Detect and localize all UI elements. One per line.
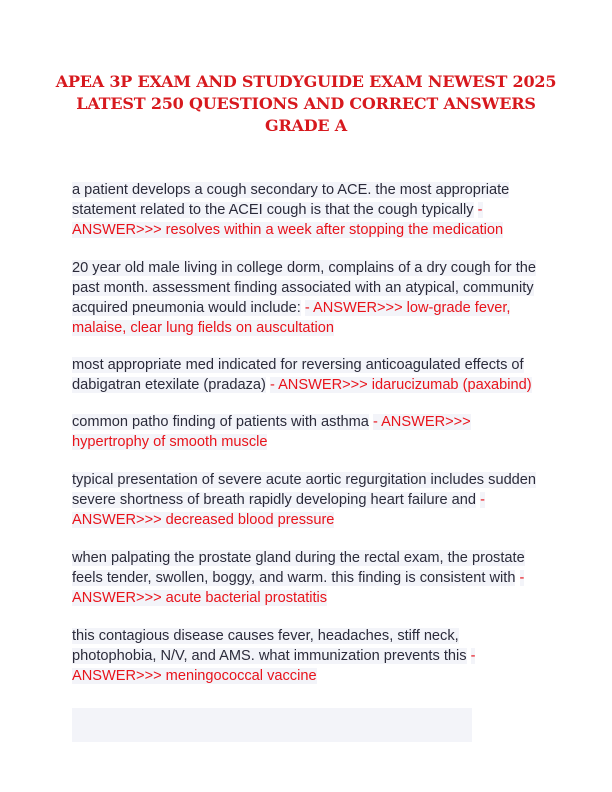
qa-item: [72, 548, 544, 608]
qa-item: [72, 355, 544, 395]
qa-item: [72, 258, 544, 338]
document-title: APEA 3P EXAM AND STUDYGUIDE EXAM NEWEST 2025 LATEST 250 QUESTIONS AND CORRECT ANSWERS GRADE A: [55, 72, 557, 135]
blank-text-block: [72, 708, 472, 742]
question-text: 20 year old male living in college dorm, complains of a dry cough for the past month. assessment finding associated with an atypical, community acquired pneumonia would include:: [72, 260, 536, 316]
qa-item: [72, 470, 544, 530]
answer-text: - ANSWER>>> idarucizumab (paxabind): [269, 377, 532, 393]
answer-text: - ANSWER>>> decreased blood pressure: [72, 492, 485, 528]
qa-list: [72, 180, 544, 704]
answer-text: - ANSWER>>> acute bacterial prostatitis: [72, 570, 525, 606]
answer-text: - ANSWER>>> resolves within a week after stopping the medication: [72, 202, 504, 238]
question-text: this contagious disease causes fever, headaches, stiff neck, photophobia, N/V, and AMS. what immunization prevents this: [72, 628, 467, 664]
question-text: a patient develops a cough secondary to ACE. the most appropriate statement related to the ACEI cough is that the cough typically: [72, 182, 510, 218]
answer-text: - ANSWER>>> low-grade fever, malaise, clear lung fields on auscultation: [72, 300, 511, 336]
qa-item: [72, 180, 544, 240]
question-text: most appropriate med indicated for reversing anticoagulated effects of dabigatran etexilate (pradaza): [72, 357, 524, 393]
qa-item: [72, 626, 544, 686]
answer-text: - ANSWER>>> hypertrophy of smooth muscle: [72, 414, 471, 450]
answer-text: - ANSWER>>> meningococcal vaccine: [72, 648, 476, 684]
question-text: typical presentation of severe acute aortic regurgitation includes sudden severe shortness of breath rapidly developing heart failure and: [72, 472, 537, 508]
question-text: when palpating the prostate gland during the rectal exam, the prostate feels tender, swollen, boggy, and warm. this finding is consistent with: [72, 550, 525, 586]
qa-item: [72, 412, 544, 452]
question-text: common patho finding of patients with asthma: [72, 414, 369, 430]
